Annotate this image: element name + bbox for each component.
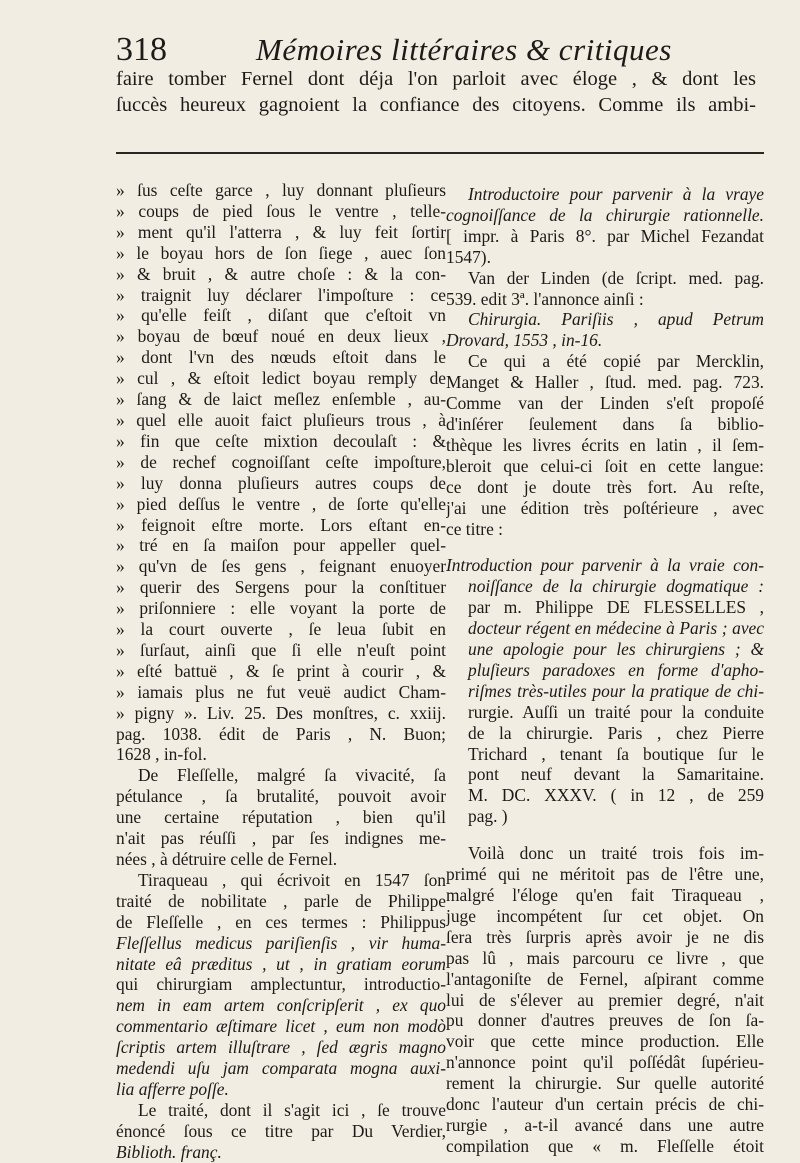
header-rule xyxy=(116,152,764,154)
text-line: qui chirurgiam amplectuntur, introductio- xyxy=(116,974,446,995)
text-line: de la chirurgie. Paris , chez Pierre xyxy=(468,722,764,743)
text-line: Trichard , tenant ſa boutique ſur le xyxy=(468,743,764,764)
text-line: l'antagoniſte de Fernel, aſpirant comme xyxy=(446,968,764,989)
text-line: Ce qui a été copié par Mercklin, xyxy=(468,351,764,372)
text-line: Manget & Haller , ſtud. med. pag. 723. xyxy=(446,372,764,393)
text-line: » coups de pied ſous le ventre , telle- xyxy=(116,200,446,221)
text-line: ce dont je doute très fort. Au reſte, xyxy=(446,476,764,497)
text-line: nitate eâ præditus , ut , in gratiam eorum xyxy=(116,953,446,974)
text-line: » eſté battuë , & ſe print à courir , & xyxy=(116,660,446,681)
text-line: rurgie. Auſſi un traité pour la conduite xyxy=(468,701,764,722)
text-line: » boyau de bœuf noué en deux lieux , xyxy=(116,326,446,347)
text-line: » & bruit , & autre choſe : & la con- xyxy=(116,263,446,284)
text-line: Comme van der Linden s'eſt propoſé xyxy=(446,393,764,414)
text-line: docteur régent en médecine à Paris ; avec xyxy=(468,618,764,639)
spacer xyxy=(446,539,764,555)
right-column xyxy=(446,184,764,1157)
text-line: » iamais plus ne fut veuë audict Cham- xyxy=(116,681,446,702)
text-line: Biblioth. franç. xyxy=(116,1141,222,1162)
text-line: Fleſſellus medicus pariſienſis , vir huma- xyxy=(116,932,446,953)
text-line: ce titre : xyxy=(446,518,503,539)
text-line: Tiraqueau , qui écrivoit en 1547 ſon xyxy=(138,869,446,890)
text-line: lui de s'élever au premier degré, n'ait xyxy=(446,989,764,1010)
text-line: de Fleſſelle , en ces termes : Philippus xyxy=(116,911,446,932)
text-line: traité de nobilitate , parle de Philippe xyxy=(116,890,446,911)
spacer xyxy=(446,827,764,843)
intro-line: ſuccès heureux gagnoient la confiance des citoyens. Comme ils ambi- xyxy=(116,94,756,116)
text-line: rurgie , a-t-il avancé dans une autre xyxy=(446,1114,764,1135)
text-line: nem in eam artem conſcripſerit , ex quo xyxy=(116,995,446,1016)
text-line: Introduction pour parvenir à la vraie con- xyxy=(446,555,764,576)
text-line: » ment qu'il l'atterra , & luy feit ſortir xyxy=(116,221,446,242)
text-line: » priſonniere : elle voyant la porte de xyxy=(116,598,446,619)
text-line: thèque les livres écrits en latin , il ſem- xyxy=(446,434,764,455)
text-line: » querir des Sergens pour la conſtituer xyxy=(116,577,446,598)
text-line: » la court ouverte , ſe leua ſubit en xyxy=(116,619,446,640)
text-line: » dont l'vn des nœuds eſtoit dans le xyxy=(116,347,446,368)
text-line: une certaine réputation , bien qu'il xyxy=(116,807,446,828)
text-line: malgré l'éloge qu'en fait Tiraqueau , xyxy=(446,885,764,905)
text-line: d'inſérer ſeulement dans ſa biblio- xyxy=(446,413,764,434)
text-line: » fin que ceſte mixtion decoulaſt : & xyxy=(116,430,446,451)
text-line: 1547). xyxy=(446,246,491,267)
text-line: nées , à détruire celle de Fernel. xyxy=(116,849,338,869)
text-line: [ impr. à Paris 8°. par Michel Fezandat xyxy=(446,225,764,246)
text-line: » quel elle auoit faict pluſieurs trous , à xyxy=(116,409,446,430)
text-line: cognoiſſance de la chirurgie rationnelle. xyxy=(446,204,764,225)
text-line: » le boyau hors de ſon ſiege , auec ſon xyxy=(116,242,446,263)
text-line: ſera très ſurpris après avoir je ne dis xyxy=(446,926,764,947)
text-line: n'annonce point qu'il poſſédât ſupérieu- xyxy=(446,1052,764,1073)
text-line: une apologie pour les chirurgiens ; & xyxy=(468,639,764,660)
text-line: j'ai une édition très poſtérieure , avec xyxy=(446,497,764,518)
text-line: pag. 1038. édit de Paris , N. Buon; xyxy=(116,723,446,744)
text-line: riſmes très-utiles pour la pratique de chi- xyxy=(468,680,764,701)
text-line: pétulance , ſa brutalité, pouvoit avoir xyxy=(116,786,446,807)
text-line: par m. Philippe DE FLESSELLES , xyxy=(468,597,764,618)
left-column xyxy=(116,180,446,1163)
text-line: medendi uſu jam comparata mogna auxi- xyxy=(116,1058,446,1079)
text-line: » traignit luy déclarer l'impoſture : ce xyxy=(116,284,446,305)
text-line: primé qui ne méritoit pas de l'être une, xyxy=(446,864,764,885)
text-line: donc l'auteur d'un certain précis de chi- xyxy=(446,1094,764,1115)
text-line: pont neuf devant la Samaritaine. xyxy=(468,764,764,785)
text-line: énoncé ſous ce titre par Du Verdier, xyxy=(116,1120,446,1141)
text-line: » de rechef cognoiſſant ceſte impoſture, xyxy=(116,451,446,472)
text-line: 1628 , in-fol. xyxy=(116,744,207,765)
text-line: Chirurgia. Pariſiis , apud Petrum xyxy=(468,309,764,330)
text-line: M. DC. XXXV. ( in 12 , de 259 xyxy=(468,785,764,806)
text-line: bleroit que celui-ci ſoit en cette langue: xyxy=(446,455,764,476)
text-line: pu donner d'autres preuves de ſon ſa- xyxy=(446,1010,764,1031)
text-line: Voilà donc un traité trois fois im- xyxy=(468,843,764,864)
text-line: Le traité, dont il s'agit ici , ſe trouve xyxy=(138,1099,446,1120)
text-line: lia afferre poſſe. xyxy=(116,1078,229,1099)
text-line: » tré en ſa maiſon pour appeller quel- xyxy=(116,535,446,556)
text-line: ſcriptis artem illuſtrare , ſed ægris magno xyxy=(116,1037,446,1058)
intro-paragraph xyxy=(116,66,756,118)
text-line: » luy donna pluſieurs autres coups de xyxy=(116,472,446,493)
intro-line: faire tomber Fernel dont déja l'on parloit avec éloge , & dont les xyxy=(116,68,756,90)
text-line: juge incompétent ſur cet objet. On xyxy=(446,905,764,926)
text-line: commentario æſtimare licet , eum non modò xyxy=(116,1016,446,1037)
text-line: » ſang & de laict meſlez enſemble , au- xyxy=(116,389,446,410)
text-line: voir que cette mince production. Elle xyxy=(446,1031,764,1052)
text-line: » feignoit eſtre morte. Lors eſtant en- xyxy=(116,514,446,535)
text-line: Introductoire pour parvenir à la vraye xyxy=(468,184,764,204)
text-line: pag. ) xyxy=(468,806,508,827)
text-line: n'ait pas réuſſi , par ſes indignes me- xyxy=(116,828,446,849)
text-line: » pigny ». Liv. 25. Des monſtres, c. xxiij. xyxy=(116,702,446,723)
text-line: » qu'vn de ſes gens , feignant enuoyer xyxy=(116,556,446,577)
text-line: 539. edit 3ª. l'annonce ainſi : xyxy=(446,288,644,309)
text-line: pluſieurs paradoxes en forme d'apho- xyxy=(468,659,764,680)
text-line: pas lû , mais parcouru ce livre , que xyxy=(446,947,764,968)
page-number: 318 xyxy=(116,31,167,68)
running-title: Mémoires littéraires & critiques xyxy=(256,32,672,67)
text-line: » cul , & eſtoit ledict boyau remply de xyxy=(116,368,446,389)
page-header xyxy=(116,30,756,70)
text-line: » qu'elle feiſt , diſant que c'eſtoit vn xyxy=(116,305,446,326)
text-line: De Fleſſelle, malgré ſa vivacité, ſa xyxy=(138,765,446,786)
text-line: Van der Linden (de ſcript. med. pag. xyxy=(468,267,764,288)
text-line: compilation que « m. Fleſſelle étoit xyxy=(446,1135,764,1156)
text-line: » pied deſſus le ventre , de ſorte qu'elle xyxy=(116,493,446,514)
text-line: » ſus ceſte garce , luy donnant pluſieurs xyxy=(116,180,446,200)
text-line: Drovard, 1553 , in-16. xyxy=(446,330,603,351)
text-line: » ſurſaut, ainſi que ſi elle n'euſt point xyxy=(116,639,446,660)
text-line: rement la chirurgie. Sur quelle autorité xyxy=(446,1073,764,1094)
text-line: noiſſance de la chirurgie dogmatique : xyxy=(468,576,764,597)
